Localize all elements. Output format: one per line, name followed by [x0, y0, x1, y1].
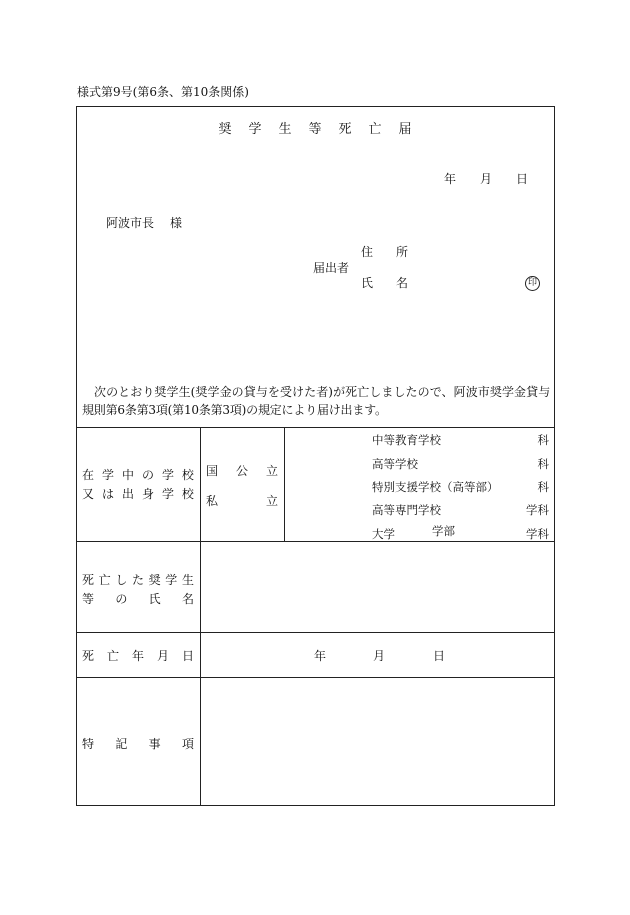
school-type-suffix: 科 — [537, 457, 549, 471]
label-char: 亡 — [106, 649, 119, 663]
address-label-1: 住 — [361, 245, 374, 259]
label-char: 記 — [115, 737, 128, 751]
label-char: 特 — [82, 737, 95, 751]
label-char: 名 — [181, 592, 194, 606]
label-char: 校 — [181, 468, 194, 482]
label-char: 私 — [206, 494, 219, 508]
label-char: 在 — [82, 468, 95, 482]
label-char: 学 — [165, 573, 178, 587]
school-type-suffix: 科 — [537, 433, 549, 447]
addressee-honorific: 様 — [170, 216, 183, 230]
name-label-1: 氏 — [361, 276, 374, 290]
school-type-suffix: 学科 — [526, 527, 549, 541]
label-char: の — [115, 592, 128, 606]
date-year-label: 年 — [444, 172, 457, 186]
school-type-item — [372, 502, 549, 518]
label-char: た — [131, 573, 144, 587]
deceased-name-field[interactable] — [210, 560, 546, 620]
label-char: 国 — [206, 464, 219, 478]
school-type-item — [372, 479, 549, 495]
label-char: 死 — [82, 573, 95, 587]
label-column-divider — [200, 427, 201, 806]
label-char: 中 — [121, 468, 134, 482]
school-type-private — [206, 492, 278, 511]
school-type-suffix: 科 — [537, 480, 549, 494]
label-char: 学 — [161, 487, 174, 501]
label-char: 項 — [181, 737, 194, 751]
death-date-day: 日 — [433, 649, 446, 663]
school-label — [82, 466, 194, 504]
label-char: の — [141, 468, 154, 482]
divider — [76, 632, 555, 633]
label-char: 立 — [265, 464, 278, 478]
death-date-label — [82, 647, 194, 666]
school-type-divider — [284, 427, 285, 541]
death-date-year: 年 — [314, 649, 327, 663]
form-number-label: 様式第9号(第6条、第10条関係) — [77, 85, 249, 99]
deceased-name-label — [82, 571, 194, 609]
label-char: 日 — [181, 649, 194, 663]
seal-mark-icon: 印 — [525, 276, 540, 291]
label-char: は — [101, 487, 114, 501]
school-type-name: 中等教育学校 — [372, 433, 441, 447]
label-char: 亡 — [98, 573, 111, 587]
addressee — [106, 217, 182, 229]
label-char: 月 — [156, 649, 169, 663]
label-char: 年 — [131, 649, 144, 663]
remarks-label — [82, 735, 194, 754]
remarks-field[interactable] — [210, 688, 546, 796]
label-char: 生 — [181, 573, 194, 587]
addressee-name: 阿波市長 — [106, 216, 155, 230]
school-type-public — [206, 462, 278, 481]
label-char: 学 — [161, 468, 174, 482]
divider — [76, 427, 555, 428]
school-type-suffix: 学科 — [526, 503, 549, 517]
school-type-name: 特別支援学校（高等部） — [372, 480, 499, 494]
declaration-text: 次のとおり奨学生(奨学金の貸与を受けた者)が死亡しましたので、阿波市奨学金貸与規則第6条第3項(第10条第3項)の規定により届け出ます。 — [82, 385, 550, 417]
label-char: し — [115, 573, 128, 587]
label-char: 等 — [82, 592, 95, 606]
label-char: 立 — [265, 494, 278, 508]
school-type-name: 大学 — [372, 527, 395, 541]
date-day-label: 日 — [516, 172, 529, 186]
label-char: 又 — [82, 487, 95, 501]
address-label-2: 所 — [396, 245, 409, 259]
label-char: 校 — [181, 487, 194, 501]
school-type-item — [372, 432, 549, 448]
death-date-month: 月 — [373, 649, 386, 663]
school-type-item — [372, 526, 549, 542]
date-month-label: 月 — [480, 172, 493, 186]
label-char: 奨 — [148, 573, 161, 587]
applicant-label: 届出者 — [313, 261, 350, 275]
school-type-name: 高等学校 — [372, 457, 418, 471]
label-char: 事 — [148, 737, 161, 751]
form-title: 奨学生等死亡届 — [218, 122, 429, 137]
label-char: 学 — [101, 468, 114, 482]
school-type-item — [372, 456, 549, 472]
school-type-name: 高等専門学校 — [372, 503, 441, 517]
divider — [76, 677, 555, 678]
label-char: 公 — [235, 464, 248, 478]
label-char: 出 — [121, 487, 134, 501]
label-char: 死 — [82, 649, 95, 663]
name-label-2: 名 — [396, 276, 409, 290]
label-char: 身 — [141, 487, 154, 501]
faculty-label: 学部 — [432, 524, 455, 538]
label-char: 氏 — [148, 592, 161, 606]
